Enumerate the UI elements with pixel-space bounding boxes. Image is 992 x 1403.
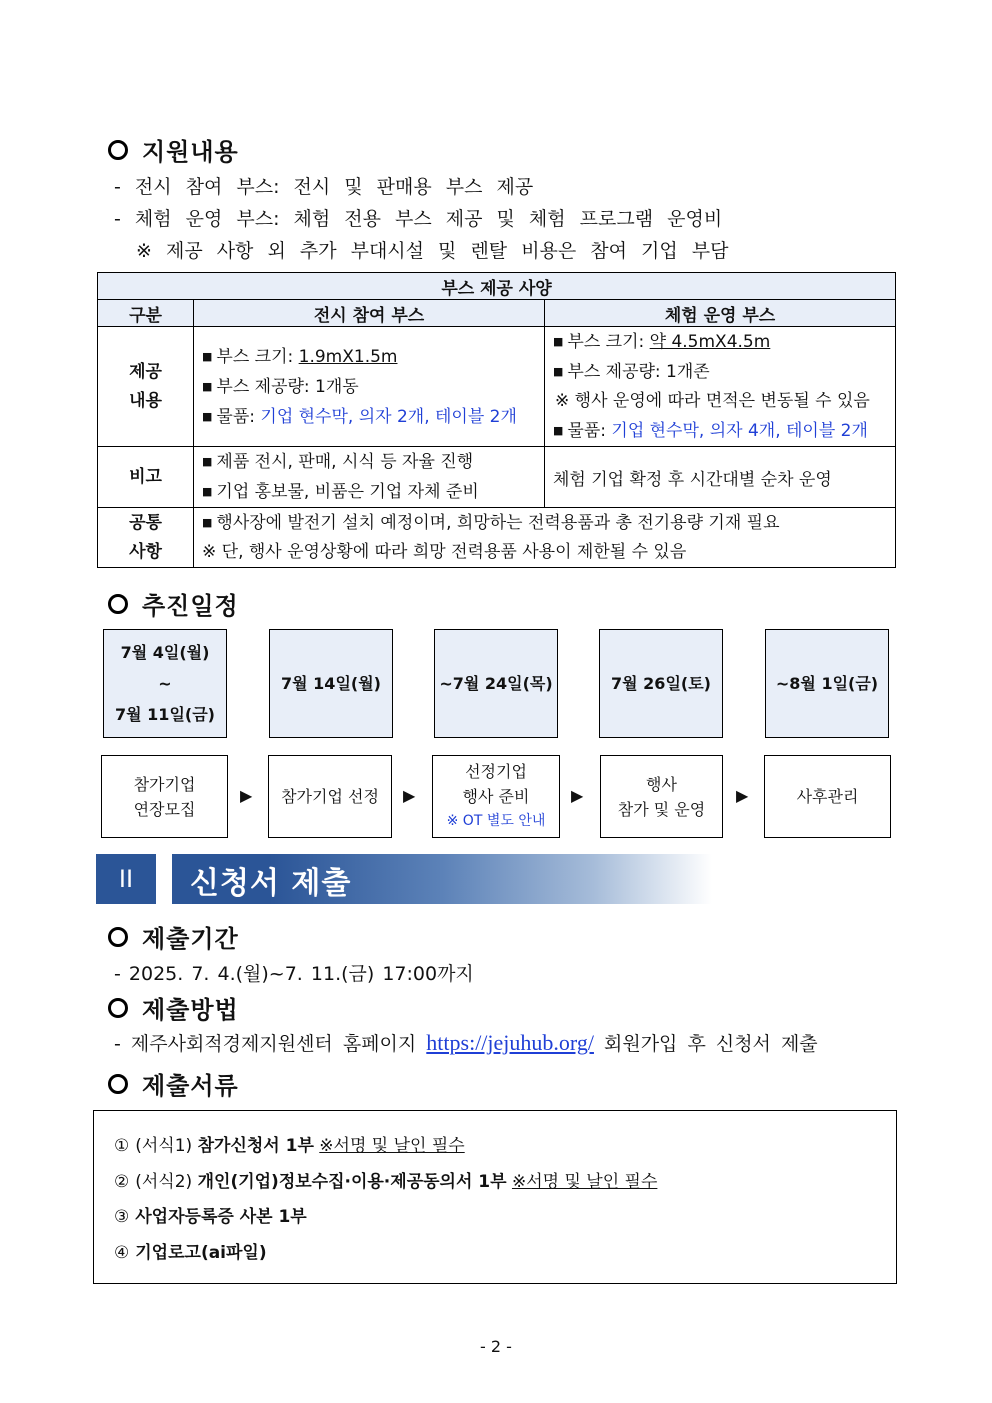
circle-bullet-icon: [108, 594, 128, 614]
list-item: ④ 기업로고(ai파일): [114, 1243, 267, 1263]
circle-bullet-icon: [108, 998, 128, 1018]
section-title: 신청서 제출: [190, 866, 352, 901]
documents-box: [93, 1110, 897, 1284]
row-label-remark: 비고: [98, 447, 194, 508]
section-heading-period: [108, 919, 239, 954]
list-item: ③ 사업자등록증 사본 1부: [114, 1207, 307, 1227]
schedule-step-5: 사후관리: [764, 755, 891, 838]
section-heading-method: [108, 990, 239, 1025]
schedule-date-2: 7월 14일(월): [269, 629, 393, 738]
homepage-link[interactable]: https://jejuhub.org/: [426, 1030, 594, 1055]
arrow-right-icon: ▶: [403, 786, 416, 805]
col-category: 구분: [98, 300, 194, 327]
exhibit-provision-cell: ■ 부스 크기: 1.9mX1.5m ■ 부스 제공량: 1개동 ■ 물품: 기업 현수막, 의자 2개, 테이블 2개: [194, 327, 545, 447]
arrow-right-icon: ▶: [736, 786, 749, 805]
arrow-right-icon: ▶: [571, 786, 584, 805]
support-note: ※ 제공 사항 외 추가 부대시설 및 렌탈 비용은 참여 기업 부담: [136, 240, 729, 262]
exhibit-remark-cell: ■ 제품 전시, 판매, 시식 등 자율 진행 ■ 기업 홍보물, 비품은 기업 자체 준비: [194, 447, 545, 508]
list-item: ① (서식1) 참가신청서 1부 ※서명 및 날인 필수: [114, 1136, 465, 1156]
section-number: II: [96, 854, 156, 904]
circle-bullet-icon: [108, 140, 128, 160]
circle-bullet-icon: [108, 1074, 128, 1094]
experience-provision-cell: ■ 부스 크기: 약 4.5mX4.5m ■ 부스 제공량: 1개존 ※ 행사 운영에 따라 면적은 변동될 수 있음 ■ 물품: 기업 현수막, 의자 4개, 테이블 2개: [545, 327, 896, 447]
section-heading-documents: [108, 1066, 239, 1101]
method-text: - 제주사회적경제지원센터 홈페이지 https://jejuhub.org/ 회원가입 후 신청서 제출: [114, 1030, 818, 1055]
method-heading: 제출방법: [142, 996, 239, 1024]
schedule-date-5: ~8월 1일(금): [765, 629, 889, 738]
documents-heading: 제출서류: [142, 1072, 239, 1100]
experience-remark-cell: 체험 기업 확정 후 시간대별 순차 운영: [545, 447, 896, 508]
table-title: 부스 제공 사양: [98, 273, 896, 300]
period-text: - 2025. 7. 4.(월)~7. 11.(금) 17:00까지: [114, 963, 474, 985]
support-line-1: - 전시 참여 부스: 전시 및 판매용 부스 제공: [114, 176, 534, 198]
col-experience: 체험 운영 부스: [545, 300, 896, 327]
section-heading-support: [108, 132, 239, 167]
schedule-date-4: 7월 26일(토): [599, 629, 723, 738]
schedule-step-3: 선정기업 행사 준비 ※ OT 별도 안내: [432, 755, 560, 838]
row-label-common: 공통 사항: [98, 508, 194, 568]
schedule-step-2: 참가기업 선정: [268, 755, 392, 838]
schedule-date-1: 7월 4일(월) ~ 7월 11일(금): [103, 629, 227, 738]
period-heading: 제출기간: [142, 925, 239, 953]
booth-spec-table: [97, 272, 896, 568]
col-exhibit: 전시 참여 부스: [194, 300, 545, 327]
circle-bullet-icon: [108, 927, 128, 947]
common-cell: ■ 행사장에 발전기 설치 예정이며, 희망하는 전력용품과 총 전기용량 기재 필요 ※ 단, 행사 운영상황에 따라 희망 전력용품 사용이 제한될 수 있음: [194, 508, 896, 568]
arrow-right-icon: ▶: [240, 786, 253, 805]
support-line-2: - 체험 운영 부스: 체험 전용 부스 제공 및 체험 프로그램 운영비: [114, 208, 723, 230]
row-label-provision: 제공 내용: [98, 327, 194, 447]
page-number: - 2 -: [480, 1337, 512, 1356]
list-item: ② (서식2) 개인(기업)정보수집·이용·제공동의서 1부 ※서명 및 날인 필수: [114, 1172, 658, 1192]
schedule-step-1: 참가기업 연장모집: [101, 755, 228, 838]
section-heading-schedule: [108, 586, 239, 621]
schedule-step-4: 행사 참가 및 운영: [600, 755, 723, 838]
schedule-date-3: ~7월 24일(목): [434, 629, 558, 738]
schedule-heading: 추진일정: [142, 592, 239, 620]
support-heading: 지원내용: [142, 138, 239, 166]
